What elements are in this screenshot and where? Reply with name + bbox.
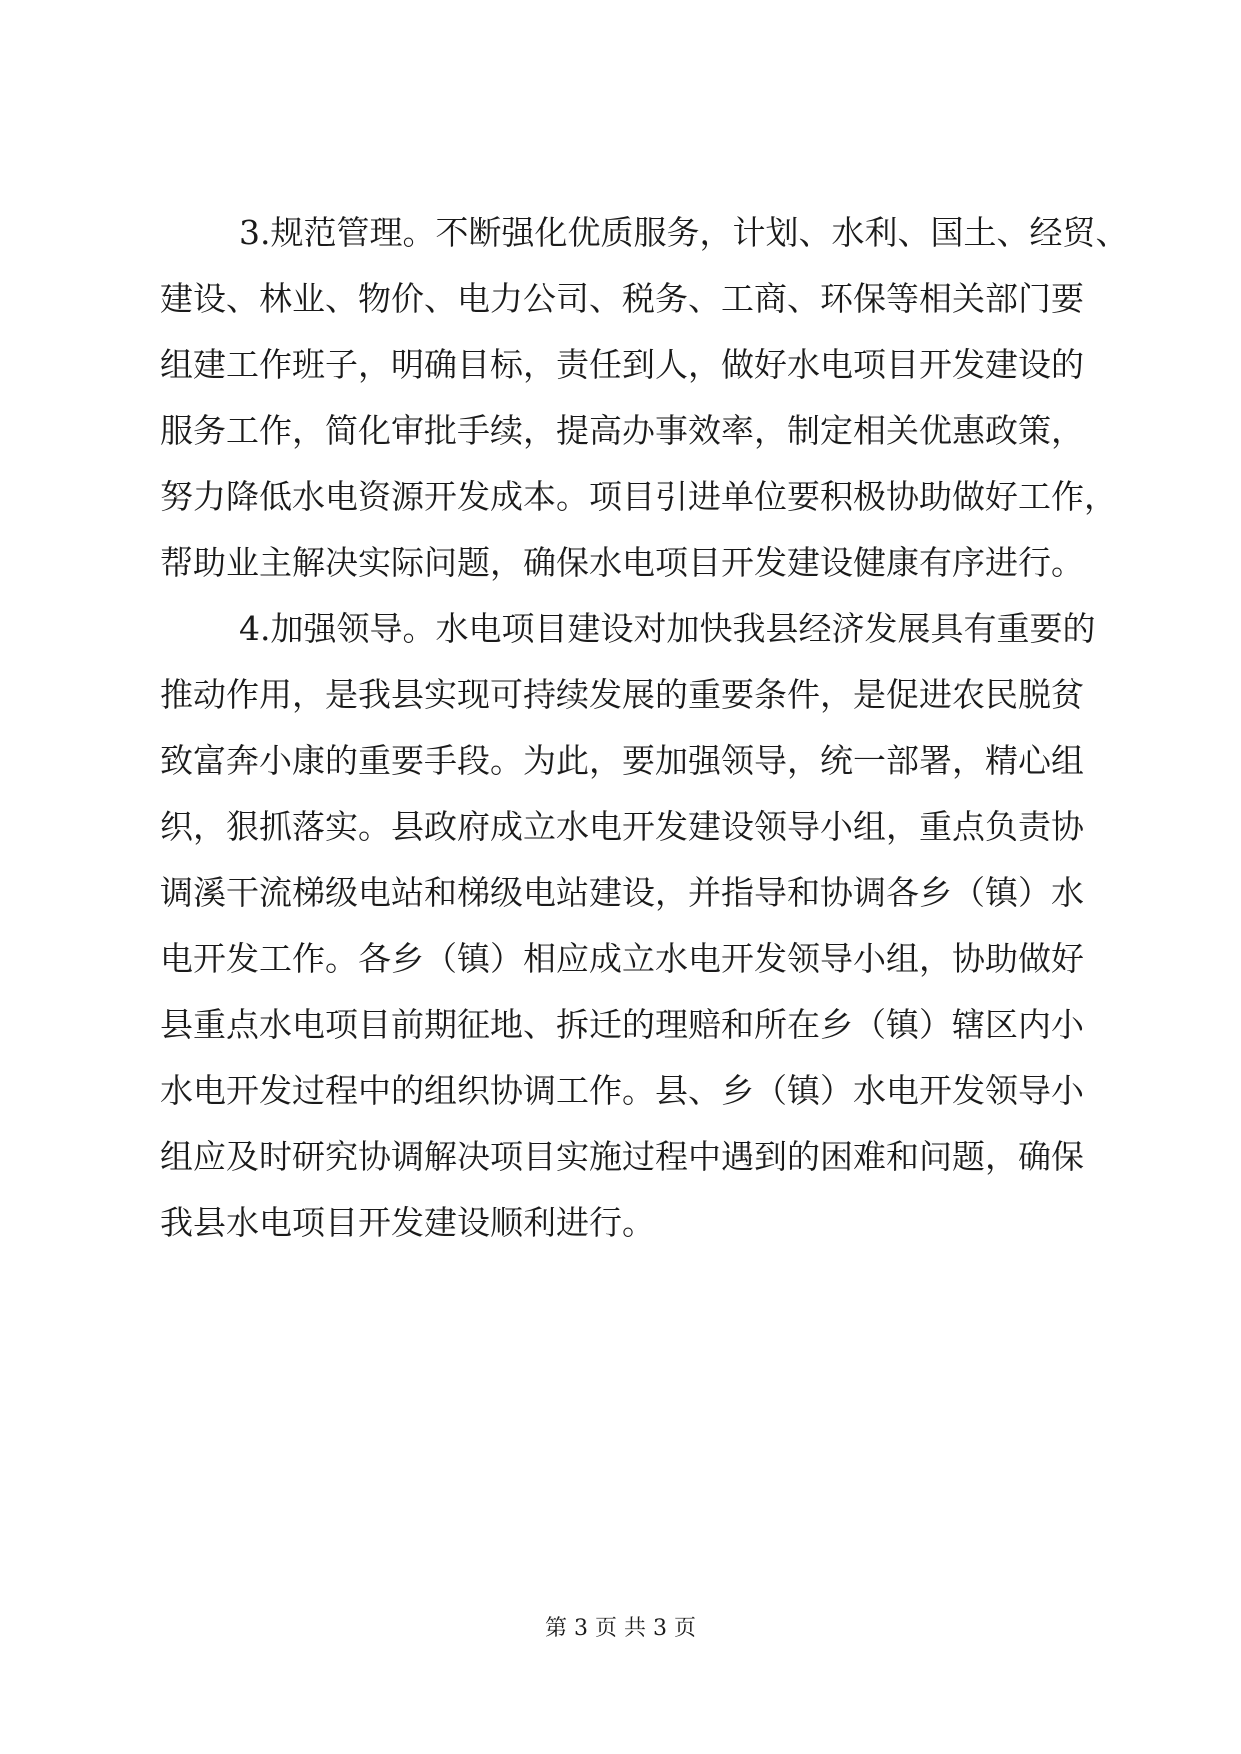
paragraph-line: 组应及时研究协调解决项目实施过程中遇到的困难和问题，确保 — [160, 1137, 1084, 1176]
paragraph-line: 组建工作班子，明确目标，责任到人，做好水电项目开发建设的 — [160, 345, 1084, 384]
paragraph-line: 建设、林业、物价、电力公司、税务、工商、环保等相关部门要 — [160, 279, 1084, 318]
paragraph-line: 3.规范管理。不断强化优质服务，计划、水利、国土、经贸、 — [239, 213, 1129, 252]
paragraph-line: 4.加强领导。水电项目建设对加快我县经济发展具有重要的 — [239, 609, 1096, 648]
paragraph-line: 致富奔小康的重要手段。为此，要加强领导，统一部署，精心组 — [160, 741, 1084, 780]
paragraph-line: 调溪干流梯级电站和梯级电站建设，并指导和协调各乡（镇）水 — [160, 873, 1084, 912]
paragraph-line: 推动作用，是我县实现可持续发展的重要条件，是促进农民脱贫 — [160, 675, 1084, 714]
paragraph-line: 水电开发过程中的组织协调工作。县、乡（镇）水电开发领导小 — [160, 1071, 1084, 1110]
paragraph-line: 我县水电项目开发建设顺利进行。 — [160, 1203, 655, 1242]
paragraph-line: 帮助业主解决实际问题，确保水电项目开发建设健康有序进行。 — [160, 543, 1084, 582]
paragraph-line: 服务工作，简化审批手续，提高办事效率，制定相关优惠政策， — [160, 411, 1084, 450]
paragraph-line: 电开发工作。各乡（镇）相应成立水电开发领导小组，协助做好 — [160, 939, 1084, 978]
paragraph-line: 织，狠抓落实。县政府成立水电开发建设领导小组，重点负责协 — [160, 807, 1084, 846]
page-number-footer: 第 3 页 共 3 页 — [545, 1616, 696, 1641]
paragraph-line: 努力降低水电资源开发成本。项目引进单位要积极协助做好工作， — [160, 477, 1117, 516]
paragraph-line: 县重点水电项目前期征地、拆迁的理赔和所在乡（镇）辖区内小 — [160, 1005, 1084, 1044]
